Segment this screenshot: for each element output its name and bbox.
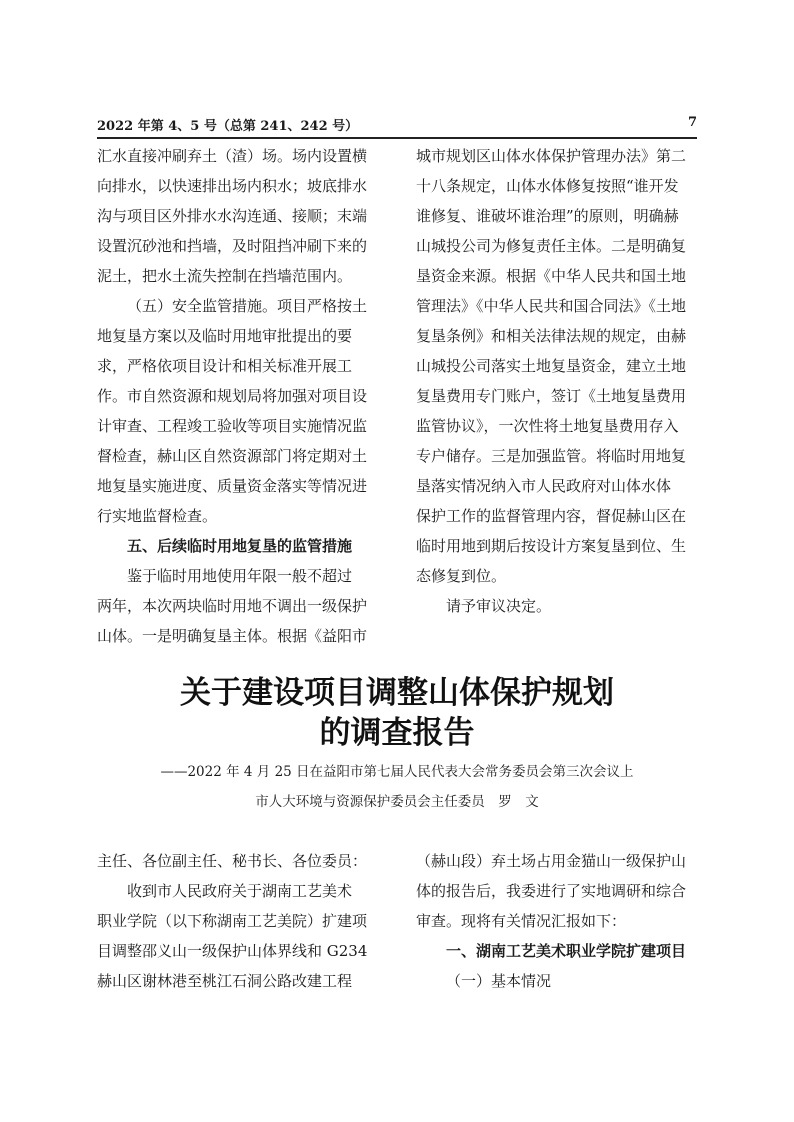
- text-line: 作。市自然资源和规划局将加强对项目设: [97, 387, 368, 405]
- text-line: 管理法》《中华人民共和国合同法》《土地: [416, 297, 687, 315]
- issue-info: 2022 年第 4、5 号（总第 241、242 号）: [97, 119, 359, 134]
- text-line: 谁修复、谁破坏谁治理”的原则，明确赫: [416, 207, 679, 225]
- text-line: 临时用地到期后按设计方案复垦到位、生: [416, 537, 687, 555]
- text-line: 职业学院（以下称湖南工艺美院）扩建项: [97, 912, 368, 930]
- text-line: 专户储存。三是加强监管。将临时用地复: [416, 447, 687, 465]
- text-line: 复垦费用专门账户，签订《土地复垦费用: [416, 387, 687, 405]
- article-subtitle-line-2: 市人大环境与资源保护委员会主任委员 罗 文: [255, 794, 539, 810]
- text-line: 城市规划区山体水体保护管理办法》第二: [416, 147, 687, 165]
- section-heading: 一、湖南工艺美术职业学院扩建项目: [446, 942, 687, 960]
- top-left-column: [97, 141, 389, 651]
- text-line: 设置沉砂池和挡墙，及时阻挡冲刷下来的: [97, 237, 368, 255]
- text-line: 地复垦实施进度、质量资金落实等情况进: [97, 477, 368, 495]
- page-number: 7: [687, 115, 697, 130]
- top-right-column: [416, 141, 697, 621]
- text-line: 督检查，赫山区自然资源部门将定期对土: [97, 447, 368, 465]
- text-line: 复垦条例》和相关法律法规的规定，由赫: [416, 327, 687, 345]
- running-header: [97, 115, 697, 139]
- text-line: （五）安全监管措施。项目严格按土: [127, 297, 368, 315]
- text-line: 山城投公司落实土地复垦资金，建立土地: [416, 357, 687, 375]
- text-line: 沟与项目区外排水水沟连通、接顺；末端: [97, 207, 368, 225]
- text-line: 垦资金来源。根据《中华人民共和国土地: [416, 267, 687, 285]
- closing-line: 请予审议决定。: [446, 597, 552, 615]
- text-line: 体的报告后，我委进行了实地调研和综合: [416, 882, 687, 900]
- salutation: 主任、各位副主任、秘书长、各位委员：: [97, 852, 368, 870]
- text-line: 保护工作的监督管理内容，督促赫山区在: [416, 507, 687, 525]
- text-line: 审查。现将有关情况汇报如下：: [416, 912, 627, 930]
- text-line: 向排水，以快速排出场内积水；坡底排水: [97, 177, 368, 195]
- text-line: 计审查、工程竣工验收等项目实施情况监: [97, 417, 368, 435]
- text-line: 汇水直接冲刷弃土（渣）场。场内设置横: [97, 147, 368, 165]
- text-line: 两年，本次两块临时用地不调出一级保护: [97, 597, 368, 615]
- text-line: 十八条规定，山体水体修复按照“谁开发: [416, 177, 679, 195]
- text-line: 监管协议》，一次性将土地复垦费用存入: [416, 417, 679, 435]
- text-line: 收到市人民政府关于湖南工艺美术: [127, 882, 353, 900]
- section-heading: 五、后续临时用地复垦的监管措施: [127, 537, 353, 555]
- text-line: 山城投公司为修复责任主体。二是明确复: [416, 237, 687, 255]
- article-title-line-2: 的调查报告: [319, 715, 475, 751]
- text-line: 行实地监督检查。: [97, 507, 218, 525]
- text-line: 赫山区谢林港至桃江石洞公路改建工程: [97, 972, 353, 990]
- text-line: （赫山段）弃土场占用金猫山一级保护山: [416, 852, 687, 870]
- subsection-heading: （一）基本情况: [446, 972, 552, 990]
- text-line: 鉴于临时用地使用年限一般不超过: [127, 567, 353, 585]
- text-line: 态修复到位。: [416, 567, 507, 585]
- article-title-line-1: 关于建设项目调整山体保护规划: [180, 675, 614, 711]
- text-line: 求，严格依项目设计和相关标准开展工: [97, 357, 353, 375]
- article-subtitle-line-1: ——2022 年 4 月 25 日在益阳市第七届人民代表大会常务委员会第三次会议上: [160, 764, 634, 780]
- text-line: 地复垦方案以及临时用地审批提出的要: [97, 327, 353, 345]
- text-line: 垦落实情况纳入市人民政府对山体水体: [416, 477, 672, 495]
- bottom-right-column: [416, 846, 697, 996]
- text-line: 泥土，把水土流失控制在挡墙范围内。: [97, 267, 353, 285]
- text-line: 目调整邵义山一级保护山体界线和 G234: [97, 942, 368, 960]
- bottom-left-column: [97, 846, 389, 996]
- text-line: 山体。一是明确复垦主体。根据《益阳市: [97, 627, 368, 645]
